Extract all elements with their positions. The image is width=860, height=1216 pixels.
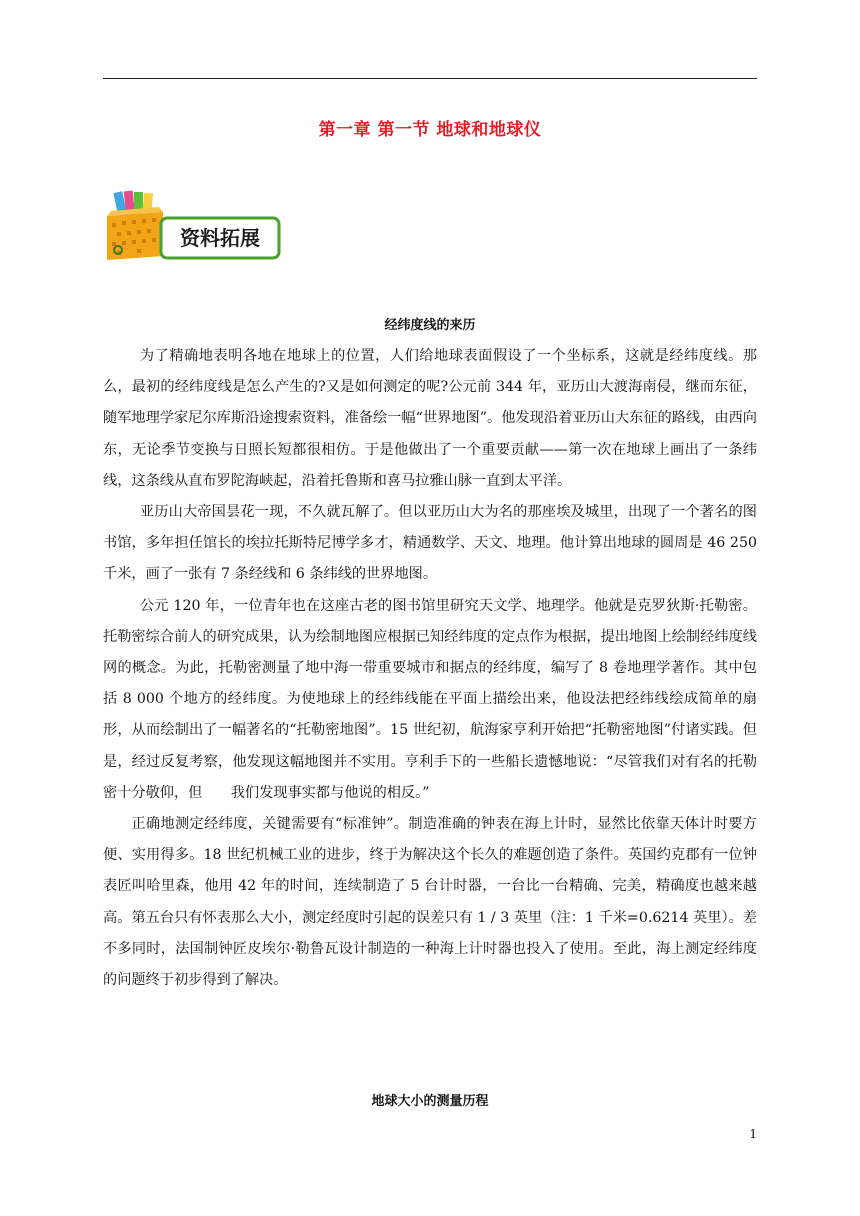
section-heading-earth-size: 地球大小的测量历程 [371, 1094, 489, 1109]
header-rule [103, 78, 757, 79]
page-number: 1 [749, 1127, 757, 1141]
resource-extension-badge [103, 190, 283, 264]
chapter-title: 第一章 第一节 地球和地球仪 [318, 120, 542, 140]
paragraph: 正确地测定经纬度，关键需要有“标准钟”。制造准确的钟表在海上计时，显然比依靠天体计时要方便、实用得多。18 世纪机械工业的进步，终于为解决这个长久的难题创造了条件。英国约克郡有一位钟表匠叫哈里森，他用 42 年的时间，连续制造了 5 台计时器，一台比一台精确、完美，精确度也越来越高。第五台只有怀表那么大小，测定经度时引起的误差只有 1 / 3 英里（注：1 千米=0.6214 英里）。差不多同时，法国制钟匠皮埃尔·勒鲁瓦设计制造的一种海上计时器也投入了使用。至此，海上测定经纬度的问题终于初步得到了解决。 [103, 816, 757, 989]
paragraph: 亚历山大帝国昙花一现，不久就瓦解了。但以亚历山大为名的那座埃及城里，出现了一个著名的图书馆，多年担任馆长的埃拉托斯特尼博学多才，精通数学、天文、地理。他计算出地球的圆周是 46 250 千米，画了一张有 7 条经线和 6 条纬线的世界地图。 [103, 504, 757, 583]
paragraph: 为了精确地表明各地在地球上的位置，人们给地球表面假设了一个坐标系，这就是经纬度线。那么，最初的经纬度线是怎么产生的?又是如何测定的呢?公元前 344 年，亚历山大渡海南侵，继而东征，随军地理学家尼尔库斯沿途搜索资料，准备绘一幅“世界地图”。他发现沿着亚历山大东征的路线，由西向东，无论季节变换与日照长短都很相仿。于是他做出了一个重要贡献——第一次在地球上画出了一条纬线，这条线从直布罗陀海峡起，沿着托鲁斯和喜马拉雅山脉一直到太平洋。 [103, 348, 757, 489]
paragraph: 公元 120 年，一位青年也在这座古老的图书馆里研究天文学、地理学。他就是克罗狄斯·托勒密。托勒密综合前人的研究成果，认为绘制地图应根据已知经纬度的定点作为根据，提出地图上绘制经纬度线网的概念。为此，托勒密测量了地中海一带重要城市和据点的经纬度，编写了 8 卷地理学著作。其中包括 8 000 个地方的经纬度。为使地球上的经纬线能在平面上描绘出来，他设法把经纬线绘成简单的扇形，从而绘制出了一幅著名的“托勒密地图”。15 世纪初，航海家亨利开始把“托勒密地图”付诸实践。但是，经过反复考察，他发现这幅地图并不实用。亨利手下的一些船长遗憾地说：“尽管我们对有名的托勒密十分敬仰，但 我们发现事实都与他说的相反。” [103, 597, 757, 801]
badge-label: 资料拓展 [180, 226, 260, 250]
article-body [103, 341, 757, 996]
section-heading-longitude-latitude: 经纬度线的来历 [384, 318, 476, 333]
books-box-icon [107, 191, 163, 260]
